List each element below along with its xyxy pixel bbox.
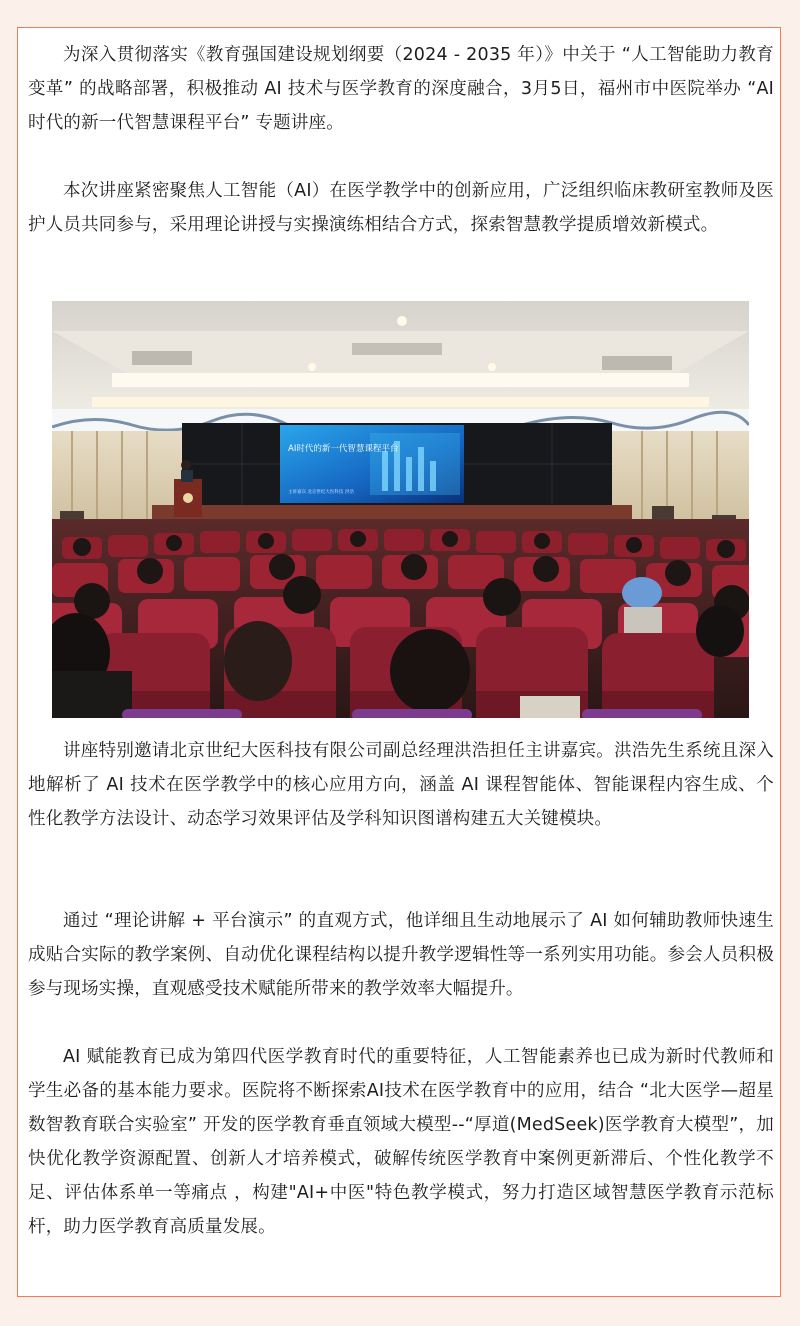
- paragraph-speaker: 讲座特别邀请北京世纪大医科技有限公司副总经理洪浩担任主讲嘉宾。洪浩先生系统且深入地解析了 AI 技术在医学教学中的核心应用方向，涵盖 AI 课程智能体、智能课程内容生成、个性化教学方法设计、动态学习效果评估及学科知识图谱构建五大关键模块。: [28, 741, 774, 829]
- article-frame: [17, 27, 781, 1297]
- paragraph-outlook: AI 赋能教育已成为第四代医学教育时代的重要特征，人工智能素养也已成为新时代教师和学生必备的基本能力要求。医院将不断探索AI技术在医学教育中的应用，结合 “北大医学—超星数智教育联合实验室” 开发的医学教育垂直领域大模型--“厚道(MedSeek)医学教育大模型”，加快优化教学资源配置、创新人才培养模式，破解传统医学教育中案例更新滞后、个性化教学不足、评估体系单一等痛点 ，构建"AI+中医"特色教学模式，努力打造区域智慧医学教育示范标杆，助力医学教育高质量发展。: [28, 1047, 774, 1237]
- screen-caption: 主讲嘉宾 北京世纪大医科技 洪浩: [288, 490, 354, 495]
- paragraph-intro: 为深入贯彻落实《教育强国建设规划纲要（2024 - 2035 年）》中关于 “人工智能助力教育变革” 的战略部署，积极推动 AI 技术与医学教育的深度融合，3月5日，福州市中医院举办 “AI 时代的新一代智慧课程平台” 专题讲座。: [28, 45, 774, 133]
- paragraph-demo: 通过 “理论讲解 + 平台演示” 的直观方式，他详细且生动地展示了 AI 如何辅助教师快速生成贴合实际的教学案例、自动优化课程结构以提升教学逻辑性等一系列实用功能。参会人员积极参与现场实操，直观感受技术赋能所带来的教学效率大幅提升。: [28, 911, 774, 999]
- paragraph-focus: 本次讲座紧密聚焦人工智能（AI）在医学教学中的创新应用，广泛组织临床教研室教师及医护人员共同参与，采用理论讲授与实操演练相结合方式，探索智慧教学提质增效新模式。: [28, 181, 774, 235]
- screen-title: AI时代的新一代智慧课程平台: [288, 444, 399, 454]
- lecture-hall-photo: [52, 301, 749, 718]
